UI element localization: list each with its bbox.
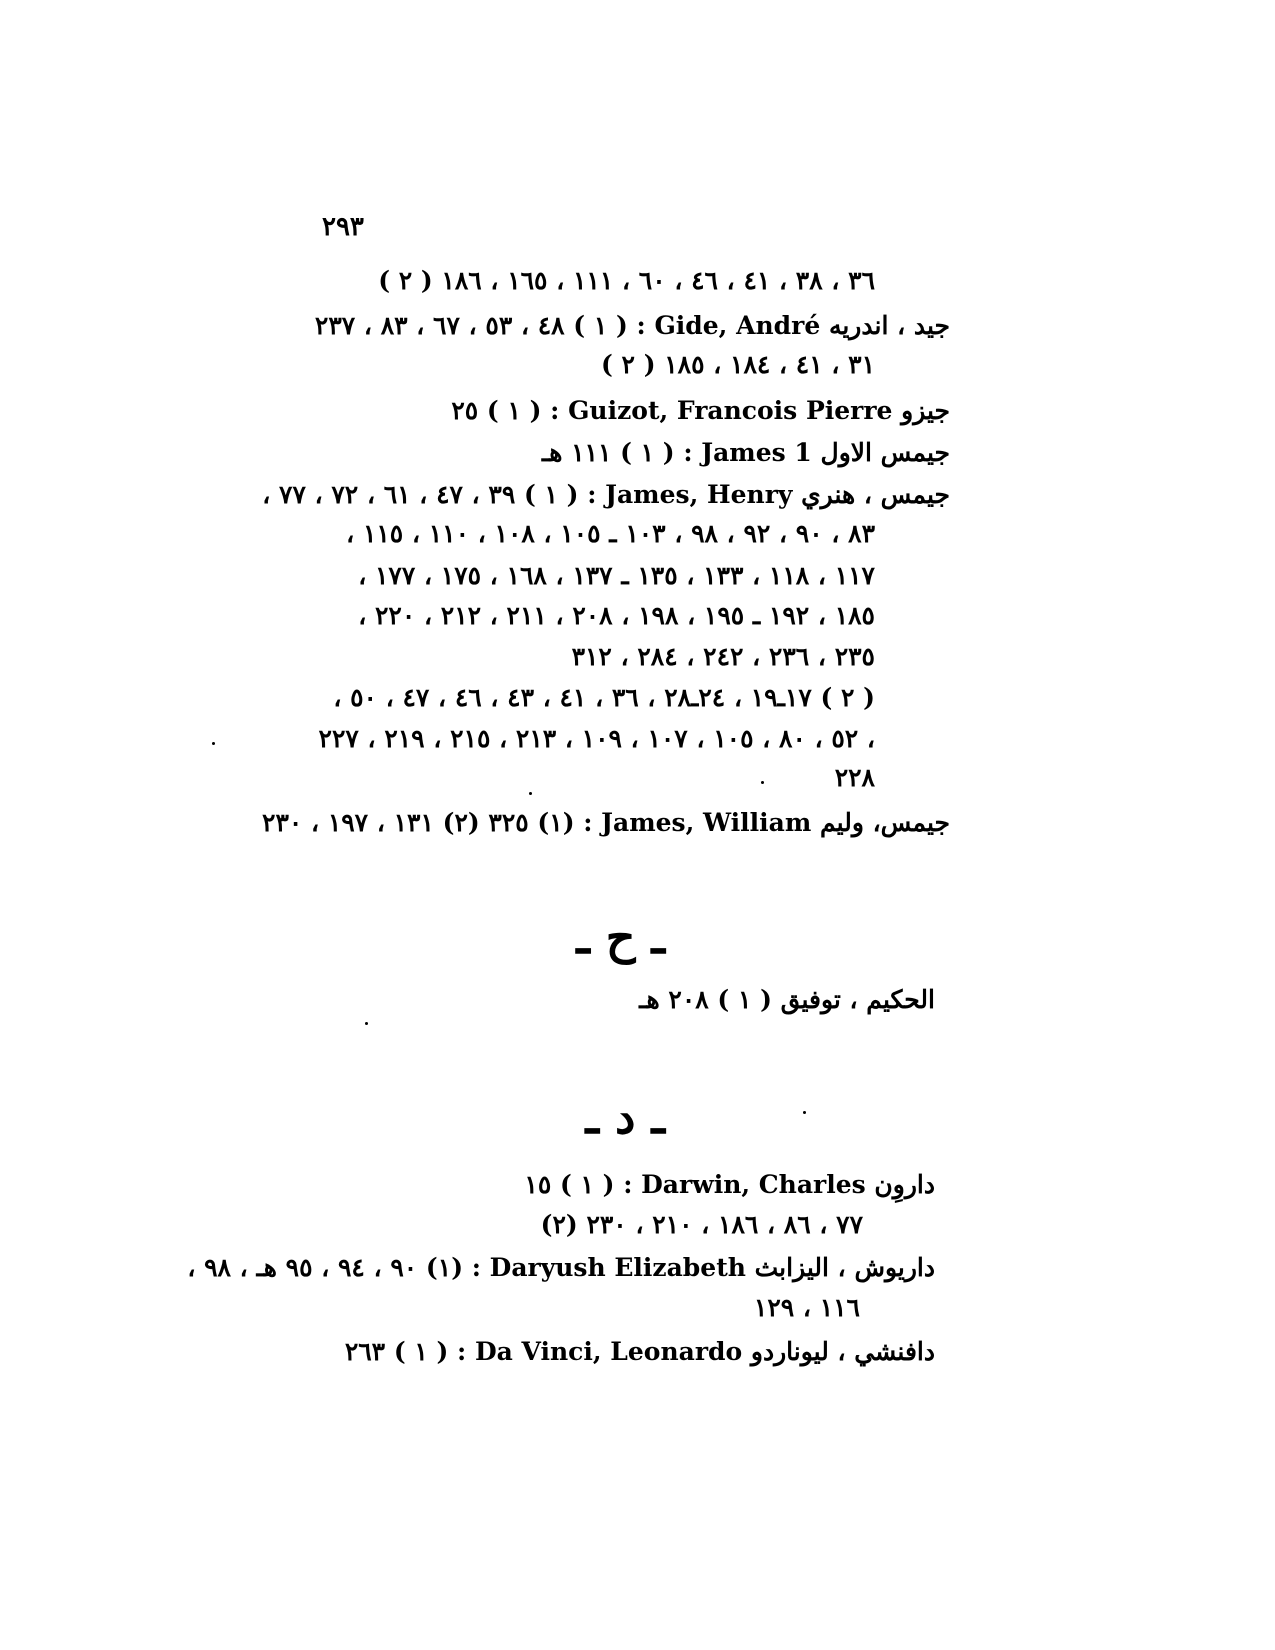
speck xyxy=(212,742,215,745)
page-number: ٢٩٣ xyxy=(322,212,364,242)
section-heading-dal: ـ د ـ xyxy=(585,1090,665,1144)
speck xyxy=(803,1111,806,1114)
speck xyxy=(365,1022,368,1025)
index-entry-james-henry: جيمس ، هنري James, Henry : ( ١ ) ٣٩ ، ٤٧ ، ٦١ ، ٧٢ ، ٧٧ ، xyxy=(262,480,950,509)
index-entry-da-vinci: دافنشي ، ليوناردو Da Vinci, Leonardo : ( ١ ) ٢٦٣ xyxy=(344,1337,935,1366)
index-line: ( ٢ ) ٣١ ، ٤١ ، ١٨٤ ، ١٨٥ xyxy=(601,350,875,379)
index-line: ٥٢ ، ٨٠ ، ١٠٥ ، ١٠٧ ، ١٠٩ ، ٢١٣ ، ٢١٥ ، ٢١٩ ، ٢٢٧ ، xyxy=(318,724,875,753)
index-line: ٢٢٨ xyxy=(834,763,875,792)
index-line: (٢) ٧٧ ، ٨٦ ، ١٨٦ ، ٢١٠ ، ٢٣٠ xyxy=(540,1210,863,1239)
index-entry-daryush: داريوش ، اليزابث Daryush Elizabeth : (١) ٩٠ ، ٩٤ ، ٩٥ هـ ، ٩٨ ، xyxy=(187,1253,935,1282)
index-entry-gide: جيد ، اندريه Gide, André : ( ١ ) ٤٨ ، ٥٣ ، ٦٧ ، ٨٣ ، ٢٣٧ xyxy=(314,311,950,340)
speck xyxy=(529,792,532,795)
speck xyxy=(761,781,764,784)
index-line: ١١٧ ، ١١٨ ، ١٣٣ ، ١٣٥ ـ ١٣٧ ، ١٦٨ ، ١٧٥ ، ١٧٧ ، xyxy=(358,561,875,590)
index-entry-guizot: جيزو Guizot, Francois Pierre : ( ١ ) ٢٥ xyxy=(451,396,950,425)
index-entry-james-1: جيمس الاول James 1 : ( ١ ) ١١١ هـ xyxy=(541,438,950,467)
index-entry-darwin: داروِن Darwin, Charles : ( ١ ) ١٥ xyxy=(524,1170,935,1199)
index-line: ( ٢ ) ١٧ـ١٩ ، ٢٤ـ٢٨ ، ٣٦ ، ٤١ ، ٤٣ ، ٤٦ ، ٤٧ ، ٥٠ ، xyxy=(333,683,875,712)
index-line: ١٨٥ ، ١٩٢ ـ ١٩٥ ، ١٩٨ ، ٢٠٨ ، ٢١١ ، ٢١٢ ، ٢٢٠ ، xyxy=(358,601,875,630)
index-line: ( ٢ ) ٣٦ ، ٣٨ ، ٤١ ، ٤٦ ، ٦٠ ، ١١١ ، ١٦٥ ، ١٨٦ xyxy=(378,266,875,295)
index-line: ٢٣٥ ، ٢٣٦ ، ٢٤٢ ، ٢٨٤ ، ٣١٢ xyxy=(571,642,875,671)
section-heading-ha: ـ ح ـ xyxy=(576,910,665,964)
index-line: ١١٦ ، ١٢٩ xyxy=(753,1293,860,1322)
index-entry-hakim: الحكيم ، توفيق ( ١ ) ٢٠٨ هـ xyxy=(639,985,935,1014)
index-entry-james-william: جيمس، وليم James, William : (١) ٣٢٥ (٢) ١٣١ ، ١٩٧ ، ٢٣٠ xyxy=(262,808,950,837)
index-line: ٨٣ ، ٩٠ ، ٩٢ ، ٩٨ ، ١٠٣ ـ ١٠٥ ، ١٠٨ ، ١١٠ ، ١١٥ ، xyxy=(346,519,875,548)
